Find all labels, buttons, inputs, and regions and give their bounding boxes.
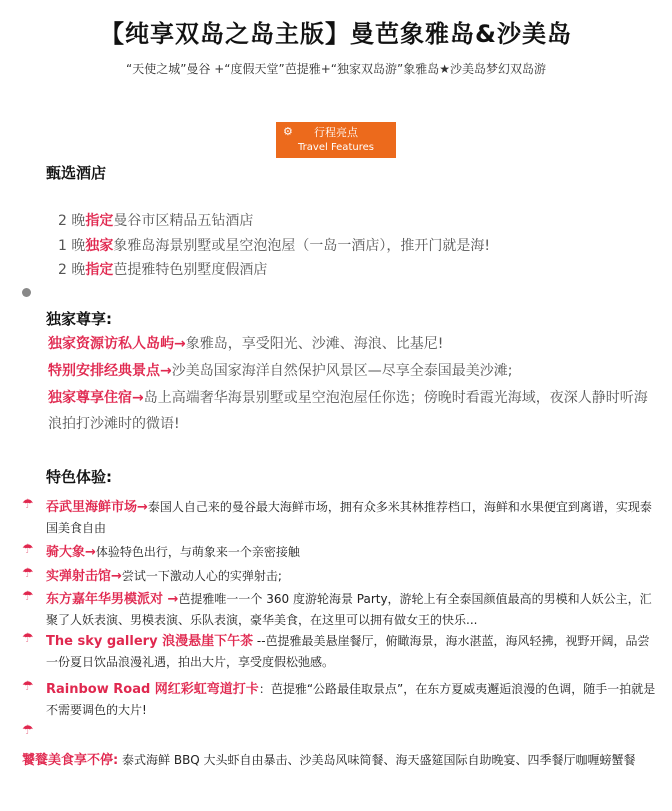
- feature-item: Rainbow Road 网红彩虹弯道打卡：芭提雅“公路最佳取景点”，在东方夏威夷邂逅浪漫的色调，随手一拍就是不需要调色的大片!: [46, 682, 656, 717]
- umbrella-icon: ☂: [22, 679, 34, 694]
- exclusive-item: 独家资源访私人岛屿→象雅岛，享受阳光、沙滩、海浪、比基尼!: [48, 336, 444, 352]
- bell-icon: ⚙: [283, 125, 293, 138]
- umbrella-icon: ☂: [22, 497, 34, 512]
- umbrella-icon: ☂: [22, 723, 34, 738]
- features-heading: 特色体验:: [46, 468, 112, 486]
- feature-item: 吞武里海鲜市场→泰国人自己来的曼谷最大海鲜市场，拥有众多米其林推荐档口，海鲜和水果便宜到离谱，实现泰国美食自由: [46, 500, 652, 535]
- exclusive-heading: 独家尊享:: [46, 310, 112, 328]
- feature-item: 东方嘉年华男模派对 →芭提雅唯一一个 360 度游轮海景 Party，游轮上有全泰国颜值最高的男模和人妖公主，汇聚了人妖表演、男模表演、乐队表演，豪华美食，在这里可以拥有做女王的快乐...: [46, 592, 652, 627]
- exclusive-item: 独家尊享住宿→岛上高端奢华海景别墅或星空泡泡屋任你选；傍晚时看霞光海域，夜深人静时听海浪拍打沙滩时的微语!: [48, 390, 648, 432]
- umbrella-icon: ☂: [22, 631, 34, 646]
- badge-subtitle: Travel Features: [298, 142, 374, 153]
- feature-item: The sky gallery 浪漫悬崖下午茶 --芭提雅最美悬崖餐厅，俯瞰海景，海水湛蓝，海风轻拂，视野开阔，品尝一份夏日饮品浪漫礼遇，拍出大片，享受度假松弛感。: [46, 634, 650, 669]
- travel-features-badge: [276, 122, 396, 158]
- bullet-dot: [22, 288, 31, 297]
- hotel-item: 1 晚独家象雅岛海景别墅或星空泡泡屋（一岛一酒店），推开门就是海!: [58, 238, 490, 254]
- umbrella-icon: ☂: [22, 566, 34, 581]
- page-title: 【纯享双岛之岛主版】曼芭象雅岛&沙美岛: [100, 20, 572, 48]
- exclusive-item: 特别安排经典景点→沙美岛国家海洋自然保护风景区—尽享全泰国最美沙滩;: [48, 363, 513, 379]
- hotels-heading: 甄选酒店: [46, 164, 107, 182]
- badge-title: 行程亮点: [314, 126, 358, 139]
- feature-item: 骑大象→体验特色出行，与萌象来一个亲密接触: [46, 545, 300, 560]
- page-subtitle: “天使之城”曼谷 +“度假天堂”芭提雅+“独家双岛游”象雅岛★沙美岛梦幻双岛游: [126, 62, 546, 76]
- hotel-item: 2 晚指定曼谷市区精品五钻酒店: [58, 213, 254, 229]
- feature-item: 实弹射击馆→尝试一下激动人心的实弹射击;: [46, 569, 282, 584]
- food-highlight: 饕餮美食享不停: 泰式海鲜 BBQ 大头虾自由暴击、沙美岛风味简餐、海天盛筵国际自助晚宴、四季餐厅咖喱螃蟹餐: [22, 753, 636, 768]
- umbrella-icon: ☂: [22, 542, 34, 557]
- umbrella-icon: ☂: [22, 589, 34, 604]
- hotel-item: 2 晚指定芭提雅特色别墅度假酒店: [58, 262, 268, 278]
